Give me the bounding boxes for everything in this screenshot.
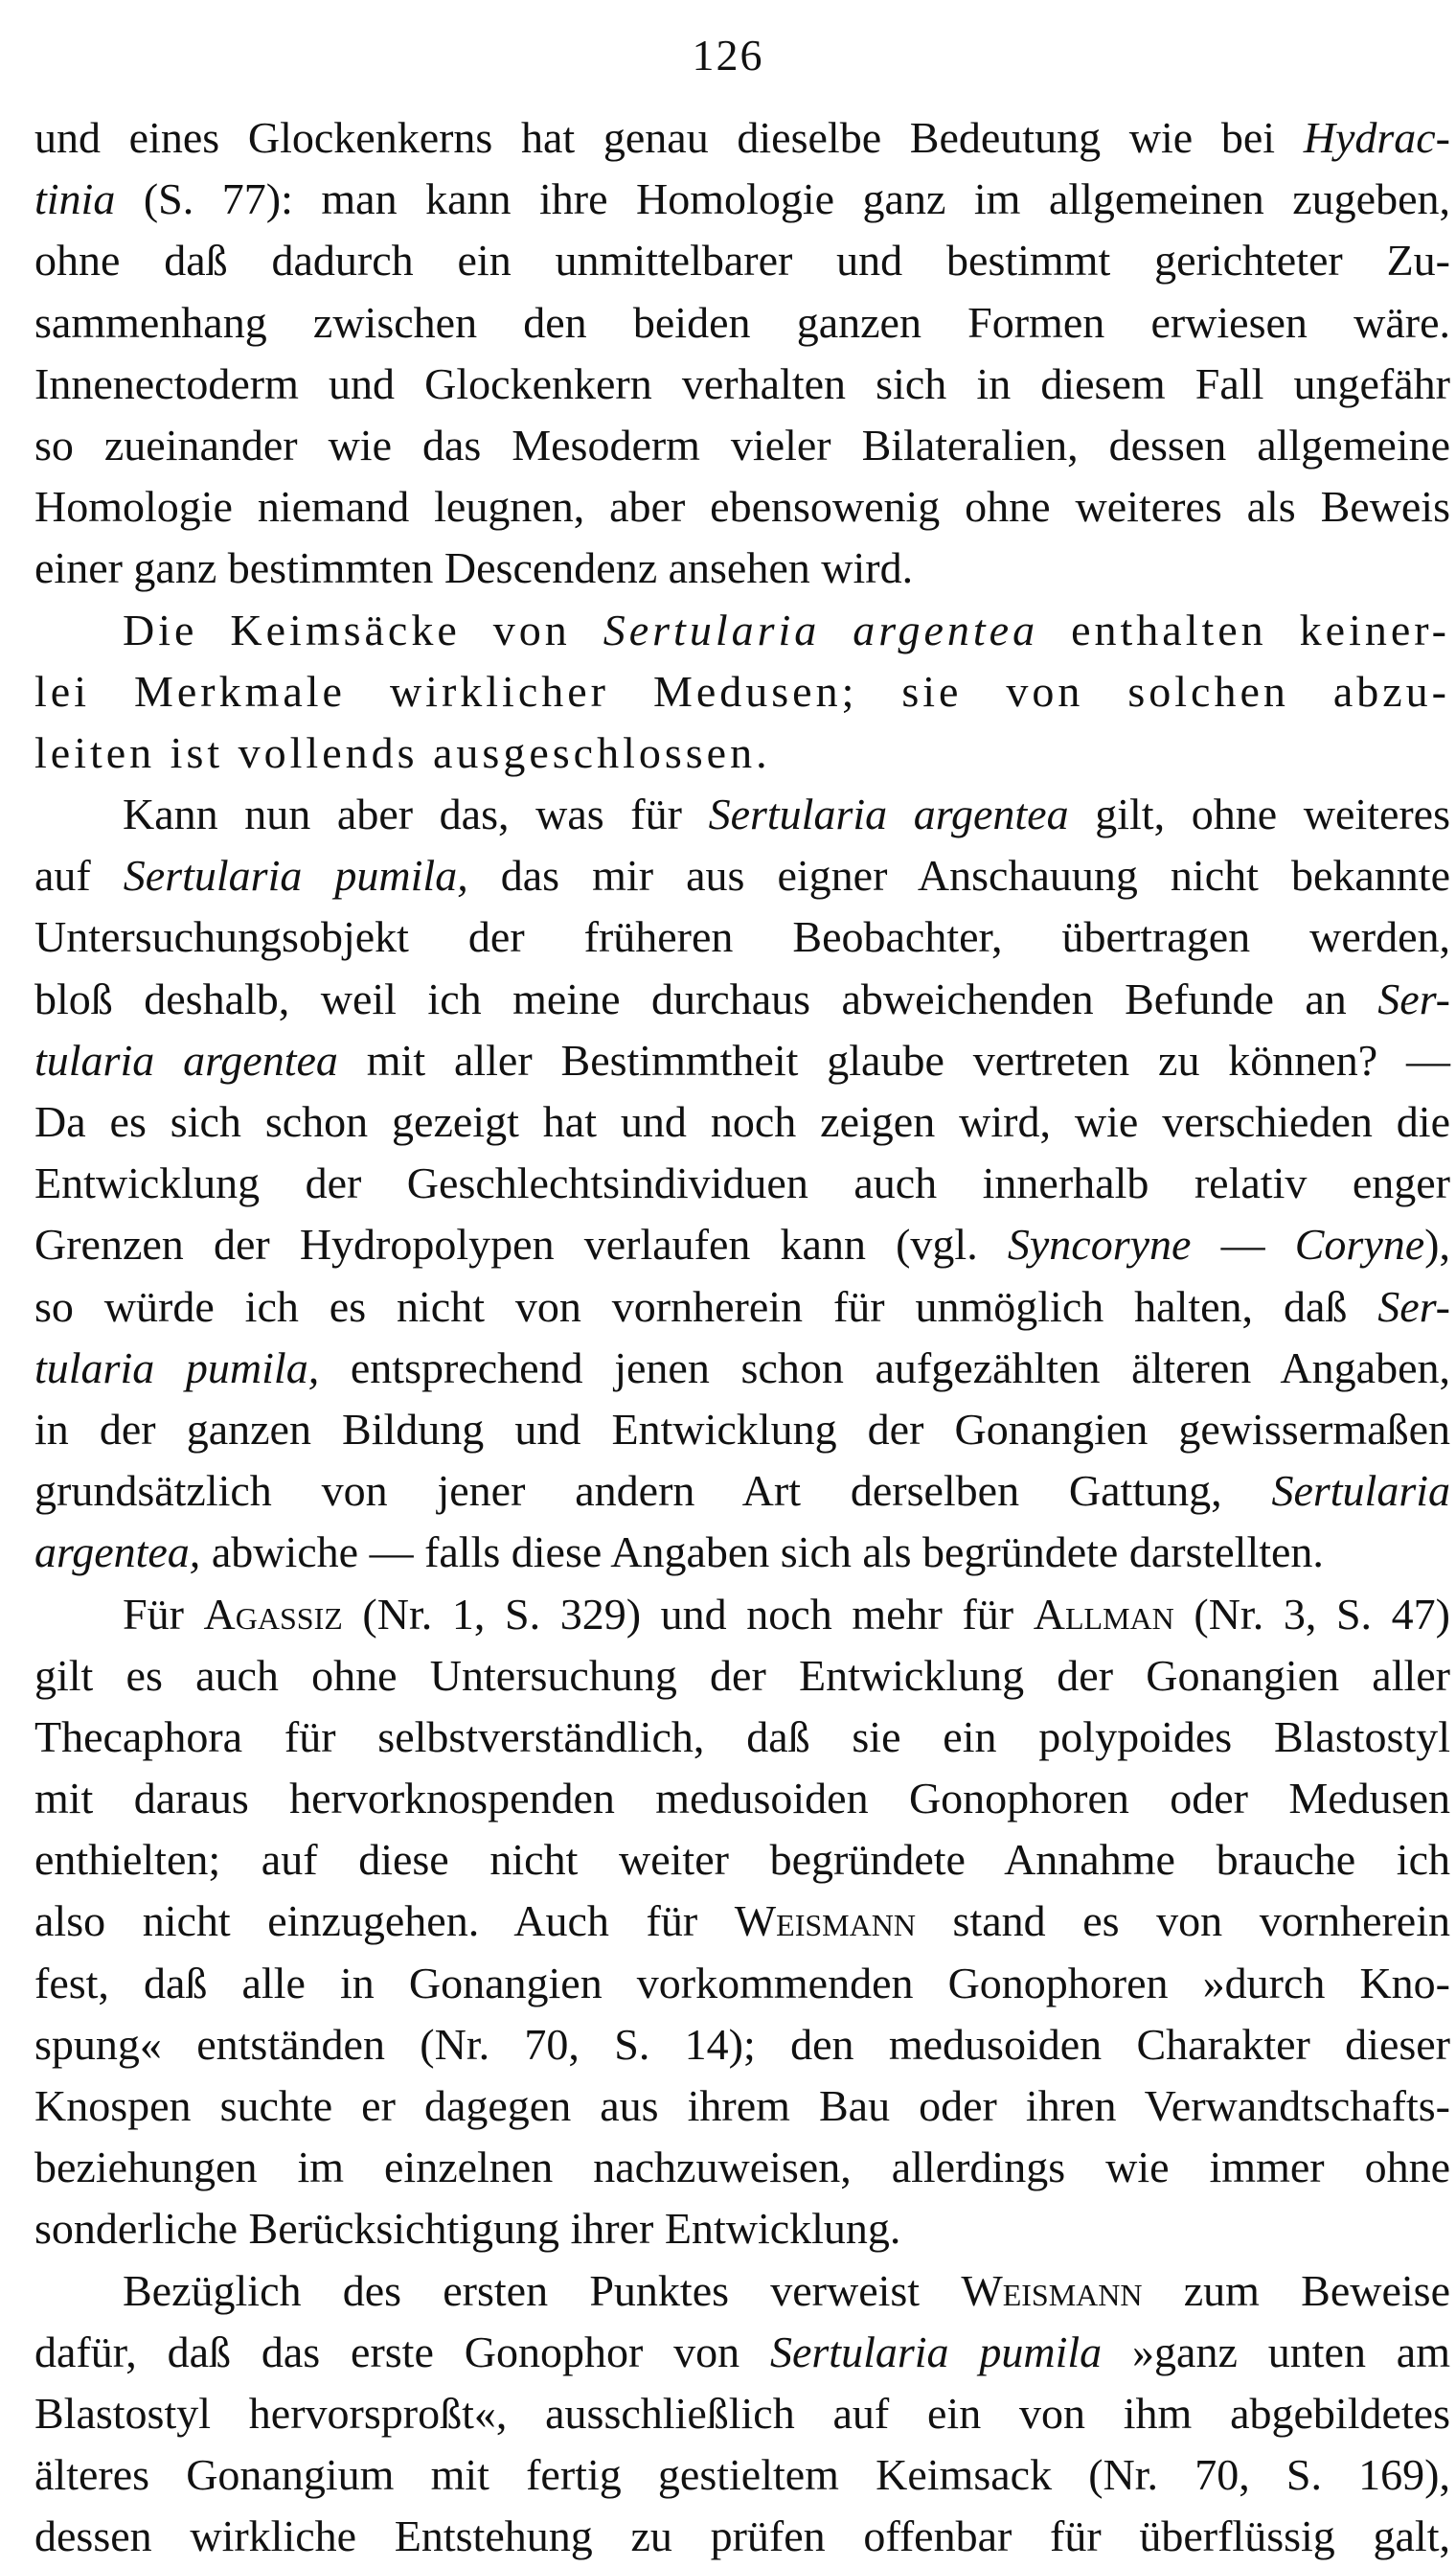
text-run: spung« entständen (Nr. 70, S. 14); den medusoiden Charakter dieser bbox=[34, 2019, 1450, 2069]
text-run: leiten ist vollends ausgeschlossen. bbox=[34, 727, 771, 777]
text-run: sonderliche Berücksichtigung ihrer Entwicklung. bbox=[34, 2204, 901, 2254]
small-caps-name: Weismann bbox=[961, 2265, 1143, 2315]
text-run: Kann nun aber das, was für bbox=[123, 790, 709, 839]
small-caps-name: Agassiz bbox=[203, 1589, 343, 1639]
text-line bbox=[34, 1091, 1450, 1153]
text-line bbox=[34, 1707, 1450, 1768]
text-run: einer ganz bestimmten Descendenz ansehen wird. bbox=[34, 543, 914, 593]
text-line bbox=[34, 2506, 1450, 2567]
text-run: ohne daß dadurch ein unmittelbarer und bestimmt gerichteter Zu- bbox=[34, 236, 1450, 286]
text-run: bloß deshalb, weil ich meine durchaus abweichenden Befunde an bbox=[34, 974, 1378, 1023]
italic-text: Coryne bbox=[1294, 1220, 1425, 1270]
text-run: Bezüglich des ersten Punktes verweist bbox=[123, 2265, 962, 2315]
text-run: fest, daß alle in Gonangien vorkommenden Gonophoren »durch Kno- bbox=[34, 1958, 1450, 2007]
text-line bbox=[34, 906, 1450, 968]
text-run: auf bbox=[34, 851, 124, 901]
text-line bbox=[34, 169, 1450, 230]
text-run: ), bbox=[1424, 1220, 1450, 1270]
text-run: Thecaphora für selbstverständlich, daß sie ein polypoides Blastostyl bbox=[34, 1711, 1450, 1761]
text-run: abwiche — falls diese Angaben sich als begründete darstellten. bbox=[200, 1527, 1324, 1577]
text-line bbox=[34, 2260, 1450, 2322]
text-line bbox=[34, 1768, 1450, 1829]
text-run: enthielten; auf diese nicht weiter begründete Annahme brauche ich bbox=[34, 1835, 1450, 1885]
text-run: so würde ich es nicht von vornherein für unmöglich halten, daß bbox=[34, 1281, 1378, 1331]
text-run: lei Merkmale wirklicher Medusen; sie von solchen abzu- bbox=[34, 666, 1450, 716]
text-line bbox=[34, 2137, 1450, 2198]
text-run: Für bbox=[123, 1589, 204, 1639]
text-line bbox=[34, 1460, 1450, 1522]
italic-text: tularia argentea bbox=[34, 1035, 338, 1085]
text-run: dessen wirkliche Entstehung zu prüfen offenbar für überflüssig galt, bbox=[34, 2511, 1450, 2561]
text-line bbox=[34, 1153, 1450, 1214]
text-line bbox=[34, 1214, 1450, 1275]
italic-text: Sertularia pumila, bbox=[123, 851, 468, 901]
text-run: enthalten keiner- bbox=[1038, 605, 1450, 654]
text-run: das mir aus eigner Anschauung nicht bekannte bbox=[467, 851, 1450, 901]
text-run: entsprechend jenen schon aufgezählten älteren Angaben, bbox=[319, 1342, 1450, 1392]
text-run: dafür, daß das erste Gonophor von bbox=[34, 2327, 770, 2376]
text-line bbox=[34, 2322, 1450, 2383]
italic-text: Ser- bbox=[1377, 1281, 1450, 1331]
text-run: Die Keimsäcke von bbox=[123, 605, 603, 654]
text-run: sammenhang zwischen den beiden ganzen Formen erwiesen wäre. bbox=[34, 297, 1450, 347]
text-line bbox=[34, 538, 1450, 599]
text-line bbox=[34, 600, 1450, 661]
text-run: grundsätzlich von jener andern Art derselben Gattung, bbox=[34, 1466, 1272, 1516]
italic-text: Sertularia bbox=[1271, 1466, 1450, 1516]
italic-text: Sertularia argentea bbox=[708, 790, 1069, 839]
text-run: gilt es auch ohne Untersuchung der Entwicklung der Gonangien aller bbox=[34, 1650, 1450, 1700]
text-line bbox=[34, 722, 1450, 784]
text-run: (S. 77): man kann ihre Homologie ganz im allgemeinen zugeben, bbox=[115, 174, 1450, 224]
text-line bbox=[34, 1522, 1450, 1583]
text-line bbox=[34, 2075, 1450, 2137]
text-run: Innenectoderm und Glockenkern verhalten sich in diesem Fall ungefähr bbox=[34, 358, 1450, 408]
text-line bbox=[34, 969, 1450, 1030]
text-line bbox=[34, 784, 1450, 845]
text-run: Da es sich schon gezeigt hat und noch zeigen wird, wie verschieden die bbox=[34, 1097, 1450, 1146]
text-run: mit aller Bestimmtheit glaube vertreten zu können? — bbox=[337, 1035, 1450, 1085]
text-run: stand es von vornherein bbox=[915, 1896, 1451, 1946]
text-line bbox=[34, 1584, 1450, 1645]
text-line bbox=[34, 2444, 1450, 2506]
text-run: — bbox=[1191, 1220, 1295, 1270]
text-line bbox=[34, 1399, 1450, 1460]
text-run: (Nr. 1, S. 329) und noch mehr für bbox=[342, 1589, 1034, 1639]
text-line bbox=[34, 845, 1450, 906]
text-run: »ganz unten am bbox=[1102, 2327, 1450, 2376]
text-line bbox=[34, 415, 1450, 476]
text-line bbox=[34, 1030, 1450, 1091]
text-line bbox=[34, 661, 1450, 722]
text-line bbox=[34, 354, 1450, 415]
text-run: (Nr. 3, S. 47) bbox=[1173, 1589, 1450, 1639]
text-run: und eines Glockenkerns hat genau dieselbe Bedeutung wie bei bbox=[34, 113, 1304, 162]
text-line bbox=[34, 2198, 1450, 2259]
italic-text: Sertularia pumila bbox=[769, 2327, 1103, 2376]
italic-text: Syncoryne bbox=[1007, 1220, 1192, 1270]
text-line bbox=[34, 292, 1450, 354]
text-run: älteres Gonangium mit fertig gestieltem Keimsack (Nr. 70, S. 169), bbox=[34, 2450, 1450, 2500]
text-run: mit daraus hervorknospenden medusoiden Gonophoren oder Medusen bbox=[34, 1774, 1450, 1823]
text-line bbox=[34, 1891, 1450, 1952]
text-line bbox=[34, 2014, 1450, 2075]
text-run: gilt, ohne weiteres bbox=[1068, 790, 1450, 839]
text-line bbox=[34, 1338, 1450, 1399]
text-run: zum Beweise bbox=[1142, 2265, 1451, 2315]
italic-text: Hydrac- bbox=[1303, 113, 1450, 162]
text-run: Homologie niemand leugnen, aber ebensowenig ohne weiteres als Beweis bbox=[34, 482, 1450, 532]
text-line bbox=[34, 1645, 1450, 1707]
text-run: Knospen suchte er dagegen aus ihrem Bau oder ihren Verwandtschafts- bbox=[34, 2081, 1450, 2130]
text-line bbox=[34, 107, 1450, 169]
italic-text: tularia pumila, bbox=[34, 1342, 320, 1392]
text-line bbox=[34, 230, 1450, 291]
italic-text: Ser- bbox=[1377, 974, 1450, 1023]
text-run: Blastostyl hervorsproßt«, ausschließlich auf ein von ihm abgebildetes bbox=[34, 2388, 1450, 2438]
text-run: beziehungen im einzelnen nachzuweisen, allerdings wie immer ohne bbox=[34, 2143, 1450, 2192]
text-line bbox=[34, 1276, 1450, 1338]
italic-text: tinia bbox=[34, 174, 116, 224]
text-run: so zueinander wie das Mesoderm vieler Bilateralien, dessen allgemeine bbox=[34, 420, 1450, 470]
small-caps-name: Weismann bbox=[734, 1896, 916, 1946]
text-line bbox=[34, 476, 1450, 538]
italic-text: argentea, bbox=[34, 1527, 201, 1577]
italic-text: Sertularia argentea bbox=[603, 605, 1039, 654]
body-text bbox=[34, 107, 1450, 2568]
text-run: also nicht einzugehen. Auch für bbox=[34, 1896, 735, 1946]
page-number: 126 bbox=[692, 31, 764, 80]
text-line bbox=[34, 1953, 1450, 2014]
small-caps-name: Allman bbox=[1033, 1589, 1174, 1639]
text-line bbox=[34, 1829, 1450, 1891]
text-line bbox=[34, 2383, 1450, 2444]
text-run: in der ganzen Bildung und Entwicklung der Gonangien gewissermaßen bbox=[34, 1404, 1450, 1454]
text-run: Entwicklung der Geschlechtsindividuen auch innerhalb relativ enger bbox=[34, 1158, 1450, 1208]
text-run: Grenzen der Hydropolypen verlaufen kann (vgl. bbox=[34, 1220, 1008, 1270]
text-run: Untersuchungsobjekt der früheren Beobachter, übertragen werden, bbox=[34, 912, 1450, 962]
